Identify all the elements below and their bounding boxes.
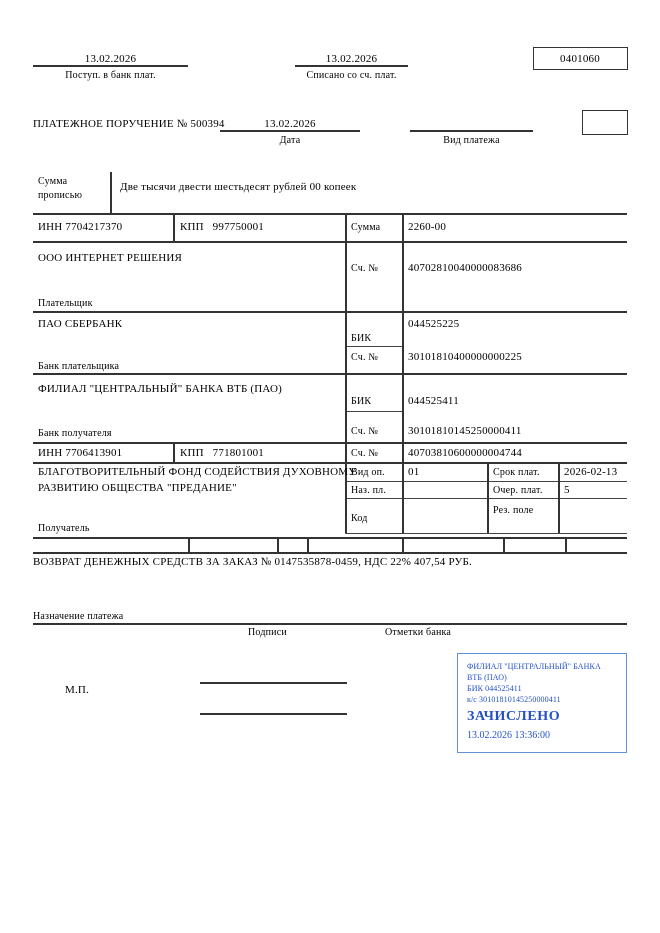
table-line: [402, 213, 404, 533]
sum-value: 2260-00: [408, 221, 447, 233]
stamp-datetime: 13.02.2026 13:36:00: [467, 730, 551, 741]
beneficiary-inn: ИНН 7706413901: [38, 447, 123, 459]
debited-label: Списано со сч. плат.: [306, 70, 397, 81]
rez-pole-label: Рез. поле: [493, 505, 534, 516]
debited-date: 13.02.2026: [325, 53, 378, 65]
ocher-plat-label: Очер. плат.: [493, 485, 543, 496]
date-label: Дата: [279, 135, 301, 146]
table-line: [188, 537, 190, 552]
table-line: [33, 552, 627, 554]
table-line: [33, 462, 627, 464]
amount-words-label-2: прописью: [38, 190, 83, 201]
beneficiary-kpp: КПП 771801001: [180, 447, 264, 459]
table-line: [33, 241, 627, 243]
received-in-bank-underline: [33, 65, 188, 67]
beneficiary-bank-account-label: Сч. №: [351, 426, 379, 437]
table-line: [558, 462, 560, 533]
beneficiary-bank-account: 30101810145250000411: [408, 425, 522, 437]
bank-stamp: [457, 653, 627, 753]
payer-section-label: Плательщик: [38, 298, 93, 309]
payment-type-underline: [410, 130, 533, 132]
table-line: [33, 213, 627, 215]
amount-words-divider: [110, 172, 112, 213]
table-line: [33, 373, 627, 375]
payer-bank-section-label: Банк плательщика: [38, 361, 120, 372]
debited-underline: [295, 65, 408, 67]
table-line: [345, 481, 627, 482]
beneficiary-account: 40703810600000004744: [408, 447, 522, 459]
table-line: [345, 213, 347, 533]
beneficiary-bank-section-label: Банк получателя: [38, 428, 112, 439]
table-line: [565, 537, 567, 552]
table-line: [277, 537, 279, 552]
signature-line-2: [200, 713, 347, 715]
table-line: [345, 411, 402, 412]
srok-plat-value: 2026-02-13: [564, 466, 618, 478]
payer-bank-name: ПАО СБЕРБАНК: [38, 318, 123, 330]
table-line: [173, 442, 175, 462]
form-code: 0401060: [560, 53, 600, 65]
payer-bank-account: 30101810400000000225: [408, 351, 522, 363]
document-title: ПЛАТЕЖНОЕ ПОРУЧЕНИЕ № 500394: [33, 118, 225, 130]
signatures-label: Подписи: [248, 627, 287, 638]
table-line: [487, 462, 489, 533]
payer-account-label: Сч. №: [351, 263, 379, 274]
beneficiary-bank-name: ФИЛИАЛ "ЦЕНТРАЛЬНЫЙ" БАНКА ВТБ (ПАО): [38, 383, 283, 395]
amount-words-label-1: Сумма: [38, 176, 68, 187]
table-line: [345, 533, 627, 534]
payment-type-label: Вид платежа: [443, 135, 500, 146]
stamp-corr-account: к/с 30101810145250000411: [467, 695, 561, 704]
payer-name: ООО ИНТЕРНЕТ РЕШЕНИЯ: [38, 252, 183, 264]
purpose-text: ВОЗВРАТ ДЕНЕЖНЫХ СРЕДСТВ ЗА ЗАКАЗ № 0147535878-0459, НДС 22% 407,54 РУБ.: [33, 556, 472, 568]
vid-op-value: 01: [408, 466, 420, 478]
payer-bank-account-label: Сч. №: [351, 352, 379, 363]
beneficiary-section-label: Получатель: [38, 523, 90, 534]
table-line: [33, 537, 627, 539]
stamp-status: ЗАЧИСЛЕНО: [467, 709, 561, 724]
received-in-bank-date: 13.02.2026: [84, 53, 137, 65]
table-line: [173, 213, 175, 241]
beneficiary-name-line2: РАЗВИТИЮ ОБЩЕСТВА "ПРЕДАНИЕ": [38, 482, 237, 494]
document-date: 13.02.2026: [264, 118, 316, 130]
purpose-underline: [33, 623, 627, 625]
kod-label: Код: [351, 513, 368, 524]
ocher-plat-value: 5: [564, 484, 570, 496]
table-line: [33, 442, 627, 444]
received-in-bank-label: Поступ. в банк плат.: [65, 70, 156, 81]
table-line: [345, 346, 402, 347]
payer-bank-bik: 044525225: [408, 318, 460, 330]
beneficiary-bank-bik-label: БИК: [351, 396, 372, 407]
srok-plat-label: Срок плат.: [493, 467, 540, 478]
date-underline: [220, 130, 360, 132]
beneficiary-bank-bik: 044525411: [408, 395, 459, 407]
vid-op-label: Вид оп.: [351, 467, 385, 478]
payer-kpp: КПП 997750001: [180, 221, 264, 233]
form-code-box: [533, 47, 628, 70]
table-line: [402, 537, 404, 552]
payment-type-box: [582, 110, 628, 135]
stamp-bik: БИК 044525411: [467, 684, 522, 693]
stamp-bank-name-line1: ФИЛИАЛ "ЦЕНТРАЛЬНЫЙ" БАНКА: [467, 662, 601, 671]
amount-words-value: Две тысячи двести шестьдесят рублей 00 копеек: [120, 181, 357, 193]
sum-label: Сумма: [351, 222, 381, 233]
bank-marks-label: Отметки банка: [385, 627, 452, 638]
table-line: [345, 498, 627, 499]
mp-label: М.П.: [65, 684, 90, 696]
payer-bank-bik-label: БИК: [351, 333, 372, 344]
payer-account: 40702810040000083686: [408, 262, 522, 274]
signature-line-1: [200, 682, 347, 684]
purpose-label: Назначение платежа: [33, 611, 124, 622]
table-line: [33, 311, 627, 313]
payer-inn: ИНН 7704217370: [38, 221, 123, 233]
naz-pl-label: Наз. пл.: [351, 485, 387, 496]
beneficiary-name-line1: БЛАГОТВОРИТЕЛЬНЫЙ ФОНД СОДЕЙСТВИЯ ДУХОВНОМУ: [38, 466, 357, 478]
table-line: [307, 537, 309, 552]
table-line: [503, 537, 505, 552]
stamp-bank-name-line2: ВТБ (ПАО): [467, 673, 507, 682]
beneficiary-account-label: Сч. №: [351, 448, 379, 459]
